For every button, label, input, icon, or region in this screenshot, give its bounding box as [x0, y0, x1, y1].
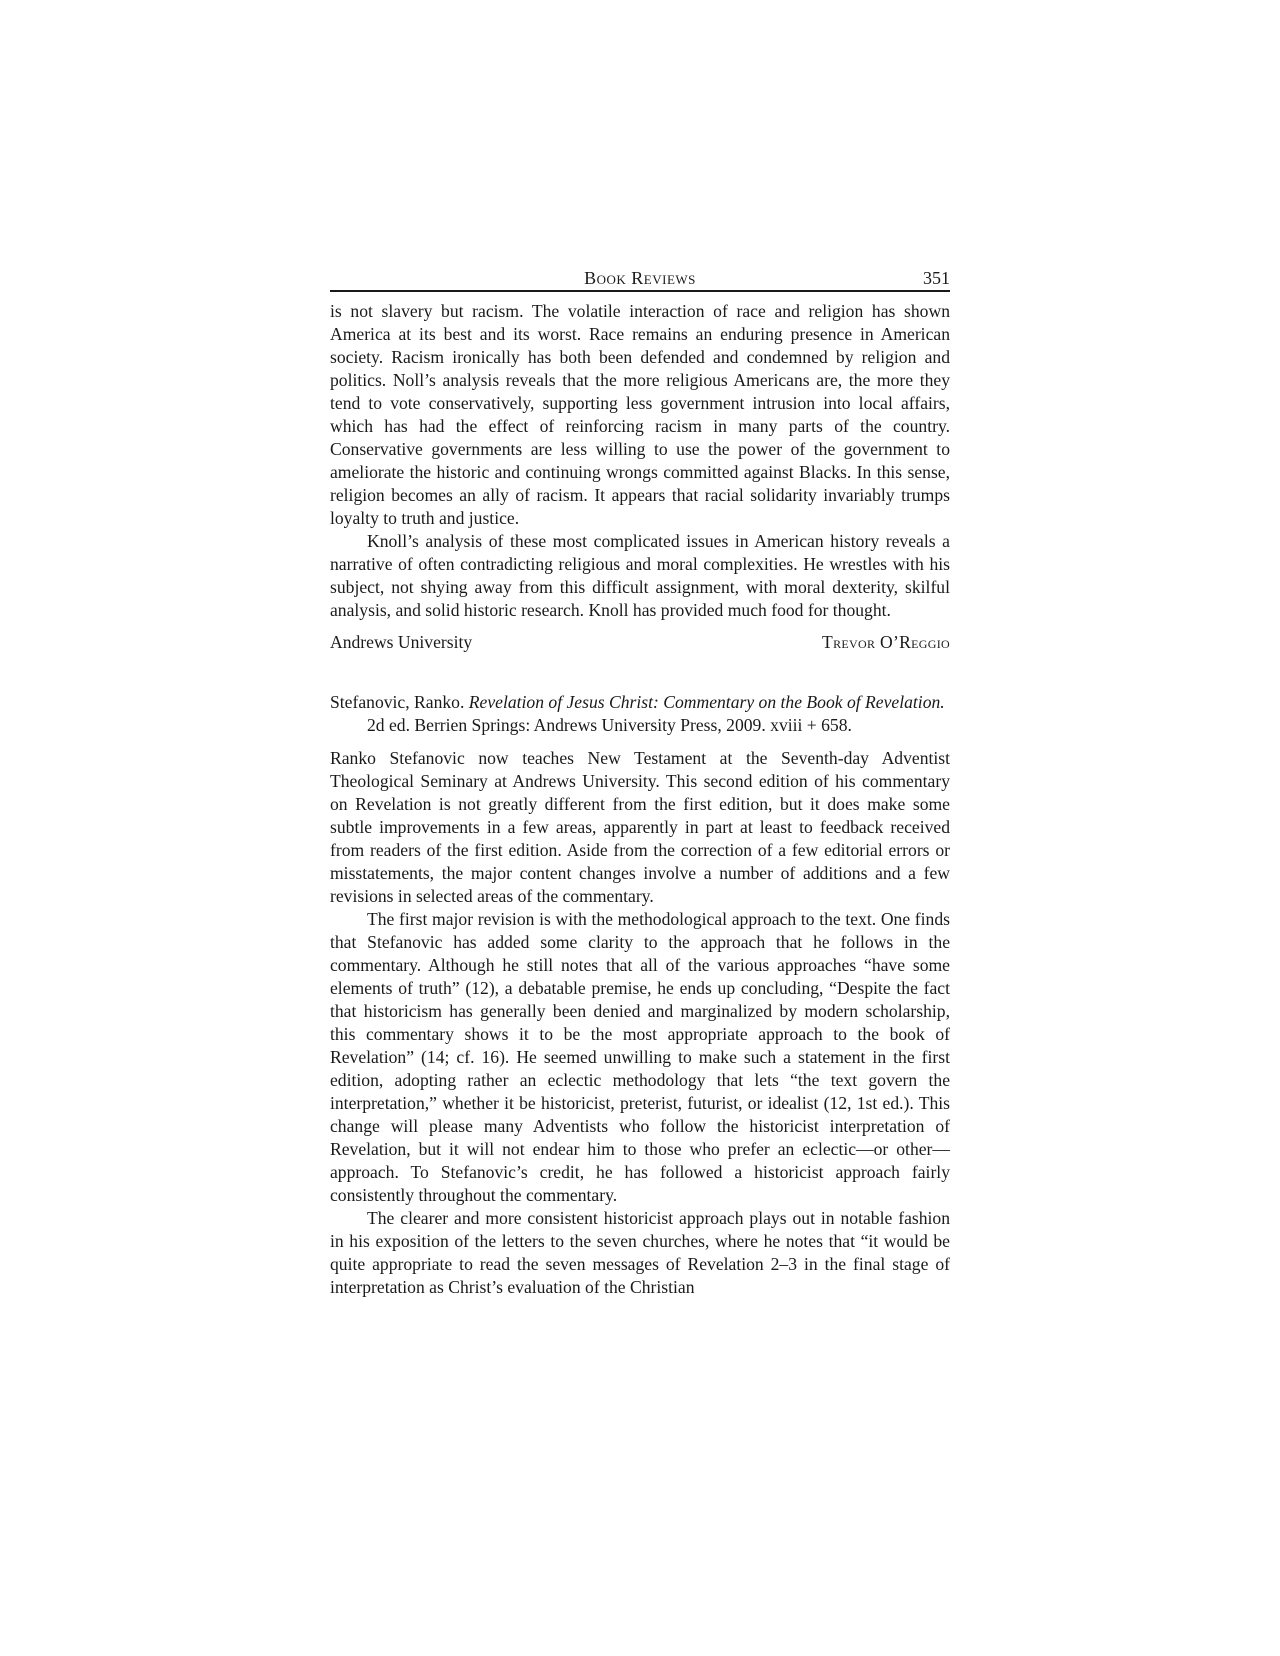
paragraph: The first major revision is with the methodological approach to the text. One finds that Stefanovic has added some clarity to the approach that he follows in the commentary. Although he still notes that all of the various approaches “have some elements of truth” (12), a debatable premise, he ends up concluding, “Despite the fact that historicism has generally been denied and marginalized by modern scholarship, this commentary shows it to be the most appropriate approach to the book of Revelation” (14; cf. 16). He seemed unwilling to make such a statement in the first edition, adopting rather an eclectic methodology that lets “the text govern the interpretation,” whether it be historicist, preterist, futurist, or idealist (12, 1st ed.). This change will please many Adventists who follow the historicist interpretation of Revelation, but it will not endear him to those who prefer an eclectic—or other—approach. To Stefanovic’s credit, he has followed a historicist approach fairly consistently throughout the commentary.: [330, 909, 950, 1205]
book-page: [330, 266, 950, 1299]
running-title: Book Reviews: [584, 268, 696, 288]
reviewer-name: Trevor O’Reggio: [822, 632, 950, 652]
reviewer-affiliation: Andrews University: [330, 632, 473, 652]
paragraph: The clearer and more consistent historicist approach plays out in notable fashion in his exposition of the letters to the seven churches, where he notes that “it would be quite appropriate to read the seven messages of Revelation 2–3 in the final stage of interpretation as Christ’s evaluation of the Christian: [330, 1208, 950, 1297]
citation-title: Revelation of Jesus Christ: Commentary on the Book of Revelation.: [468, 692, 945, 712]
citation-details: 2d ed. Berrien Springs: Andrews University Press, 2009. xviii + 658.: [367, 715, 852, 735]
review-signature: [330, 631, 950, 654]
review-stefanovic: [330, 747, 950, 1299]
book-citation: [330, 691, 950, 737]
review-trevor-oreggio: [330, 300, 950, 654]
page-number: 351: [923, 268, 950, 288]
citation-author: Stefanovic, Ranko.: [330, 692, 465, 712]
running-header: [330, 266, 950, 292]
paragraph: Knoll’s analysis of these most complicated issues in American history reveals a narrative of often contradicting religious and moral complexities. He wrestles with his subject, not shying away from this difficult assignment, with moral dexterity, skilful analysis, and solid historic research. Knoll has provided much food for thought.: [330, 531, 950, 620]
paragraph: Ranko Stefanovic now teaches New Testament at the Seventh-day Adventist Theological Seminary at Andrews University. This second edition of his commentary on Revelation is not greatly different from the first edition, but it does make some subtle improvements in a few areas, apparently in part at least to feedback received from readers of the first edition. Aside from the correction of a few editorial errors or misstatements, the major content changes involve a number of additions and a few revisions in selected areas of the commentary.: [330, 748, 950, 906]
paragraph: is not slavery but racism. The volatile interaction of race and religion has shown America at its best and its worst. Race remains an enduring presence in American society. Racism ironically has both been defended and condemned by religion and politics. Noll’s analysis reveals that the more religious Americans are, the more they tend to vote conservatively, supporting less government intrusion into local affairs, which has had the effect of reinforcing racism in many parts of the country. Conservative governments are less willing to use the power of the government to ameliorate the historic and continuing wrongs committed against Blacks. In this sense, religion becomes an ally of racism. It appears that racial solidarity invariably trumps loyalty to truth and justice.: [330, 301, 950, 528]
